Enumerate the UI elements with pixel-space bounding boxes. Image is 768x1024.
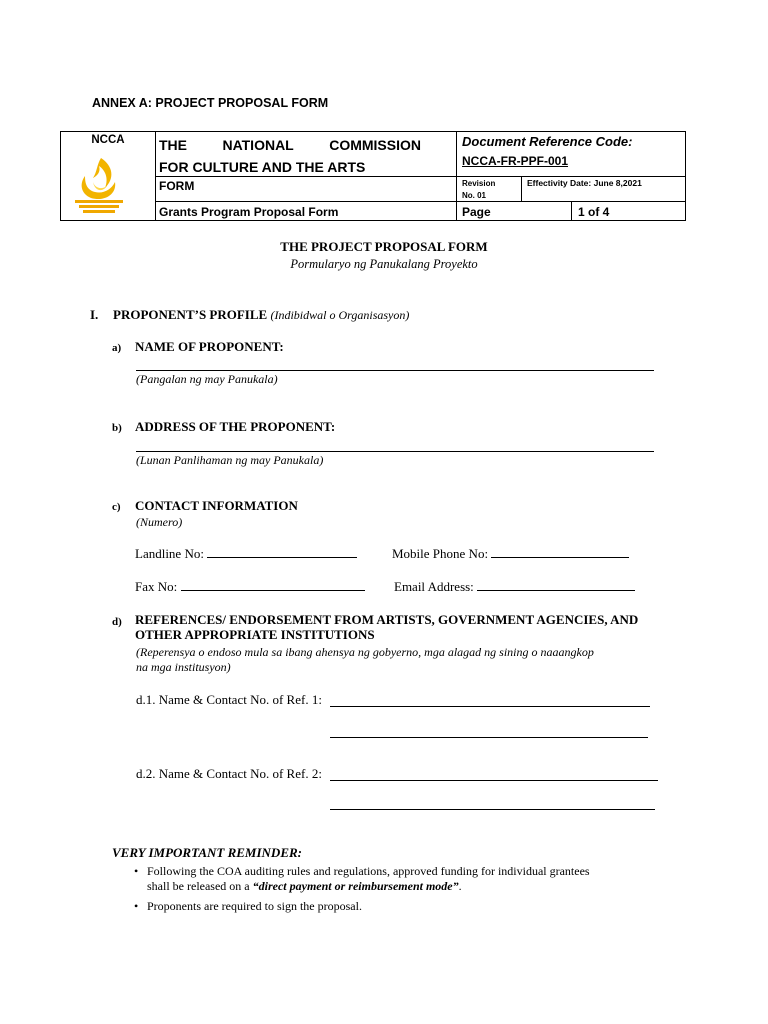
- ncca-logo-label: NCCA: [91, 134, 125, 146]
- revision-label: [462, 178, 495, 202]
- form-subtitle: Pormularyo ng Panukalang Proyekto: [290, 257, 478, 271]
- annex-title: ANNEX A: PROJECT PROPOSAL FORM: [92, 96, 329, 110]
- section-1-numeral: I.: [90, 307, 99, 322]
- document-header-table: [60, 131, 686, 221]
- mobile-field[interactable]: [491, 545, 629, 558]
- program-label: Grants Program Proposal Form: [159, 205, 339, 219]
- references-label-line-2: OTHER APPROPRIATE INSTITUTIONS: [135, 627, 375, 642]
- form-title: THE PROJECT PROPOSAL FORM: [280, 239, 488, 254]
- fax-row: [135, 578, 365, 595]
- page-label: Page: [462, 205, 491, 219]
- references-label: [135, 612, 638, 642]
- name-of-proponent-field[interactable]: [136, 370, 654, 371]
- name-of-proponent-note: (Pangalan ng may Panukala): [136, 372, 278, 386]
- mobile-label: Mobile Phone No:: [392, 546, 489, 561]
- references-note: [136, 645, 594, 675]
- references-note-line-1: (Reperensya o endoso mula sa ibang ahensya ng gobyerno, mga alagad ng sining o naaangkop: [136, 645, 594, 659]
- revision-title: Revision: [462, 179, 496, 188]
- section-1-heading: [113, 307, 409, 323]
- ref-2-label: d.2. Name & Contact No. of Ref. 2:: [136, 766, 322, 781]
- address-note: (Lunan Panlihaman ng may Panukala): [136, 453, 324, 467]
- organization-name: [159, 134, 421, 178]
- address-field[interactable]: [136, 451, 654, 452]
- contact-info-note: (Numero): [136, 515, 183, 529]
- address-label: ADDRESS OF THE PROPONENT:: [135, 419, 336, 434]
- reminder-bullet-1-end: .: [458, 879, 462, 893]
- doc-ref-code: NCCA-FR-PPF-001: [462, 154, 569, 168]
- email-row: [394, 578, 635, 595]
- references-label-line-1: REFERENCES/ ENDORSEMENT FROM ARTISTS, GOVERNMENT AGENCIES, AND: [135, 612, 639, 627]
- ref-1-field-line-1[interactable]: [330, 706, 650, 707]
- references-note-line-2: na mga institusyon): [136, 660, 231, 674]
- reminder-bullet-1-emphasis: “direct payment or reimbursement mode”: [252, 879, 459, 893]
- item-c-letter: c): [112, 501, 121, 513]
- reminder-title: VERY IMPORTANT REMINDER:: [112, 845, 302, 860]
- section-1-title: PROPONENT’S PROFILE: [113, 307, 268, 322]
- reminder-bullet-2-marker: •: [134, 899, 139, 913]
- ref-1-field-line-2[interactable]: [330, 737, 648, 738]
- contact-info-label: CONTACT INFORMATION: [135, 498, 298, 513]
- ref-2-row: [136, 766, 322, 782]
- name-of-proponent-label: NAME OF PROPONENT:: [135, 339, 284, 354]
- reminder-bullet-2: Proponents are required to sign the proposal.: [147, 899, 362, 913]
- org-name-word-1: THE: [159, 137, 187, 153]
- ncca-flame-logo: [71, 154, 127, 216]
- landline-row: [135, 545, 357, 562]
- mobile-row: [392, 545, 629, 562]
- ref-1-label: d.1. Name & Contact No. of Ref. 1:: [136, 692, 322, 707]
- ref-1-row: [136, 692, 322, 708]
- org-name-word-3: COMMISSION: [329, 137, 421, 153]
- ref-2-field-line-2[interactable]: [330, 809, 655, 810]
- reminder-bullet-1-pre: shall be released on a: [147, 879, 253, 893]
- page-number: 1 of 4: [578, 205, 610, 219]
- fax-label: Fax No:: [135, 579, 178, 594]
- item-a-letter: a): [112, 342, 122, 354]
- email-label: Email Address:: [394, 579, 474, 594]
- revision-number: No. 01: [462, 191, 487, 200]
- reminder-bullet-1-line-1: Following the COA auditing rules and regulations, approved funding for individual grantees: [147, 864, 590, 878]
- reminder-bullet-1-marker: •: [134, 864, 139, 878]
- reminder-bullet-1-line-2: [147, 879, 590, 894]
- org-name-line-2: FOR CULTURE AND THE ARTS: [159, 159, 366, 175]
- doc-ref-label: Document Reference Code:: [462, 134, 633, 149]
- email-field[interactable]: [477, 578, 635, 591]
- landline-label: Landline No:: [135, 546, 204, 561]
- effectivity-date: Effectivity Date: June 8,2021: [527, 178, 642, 188]
- landline-field[interactable]: [207, 545, 357, 558]
- section-1-note: (Indibidwal o Organisasyon): [270, 308, 410, 322]
- form-label: FORM: [159, 179, 195, 193]
- item-d-letter: d): [112, 616, 122, 628]
- ref-2-field-line-1[interactable]: [330, 780, 658, 781]
- reminder-bullet-1: [147, 864, 590, 894]
- fax-field[interactable]: [181, 578, 365, 591]
- org-name-word-2: NATIONAL: [222, 137, 294, 153]
- item-b-letter: b): [112, 422, 122, 434]
